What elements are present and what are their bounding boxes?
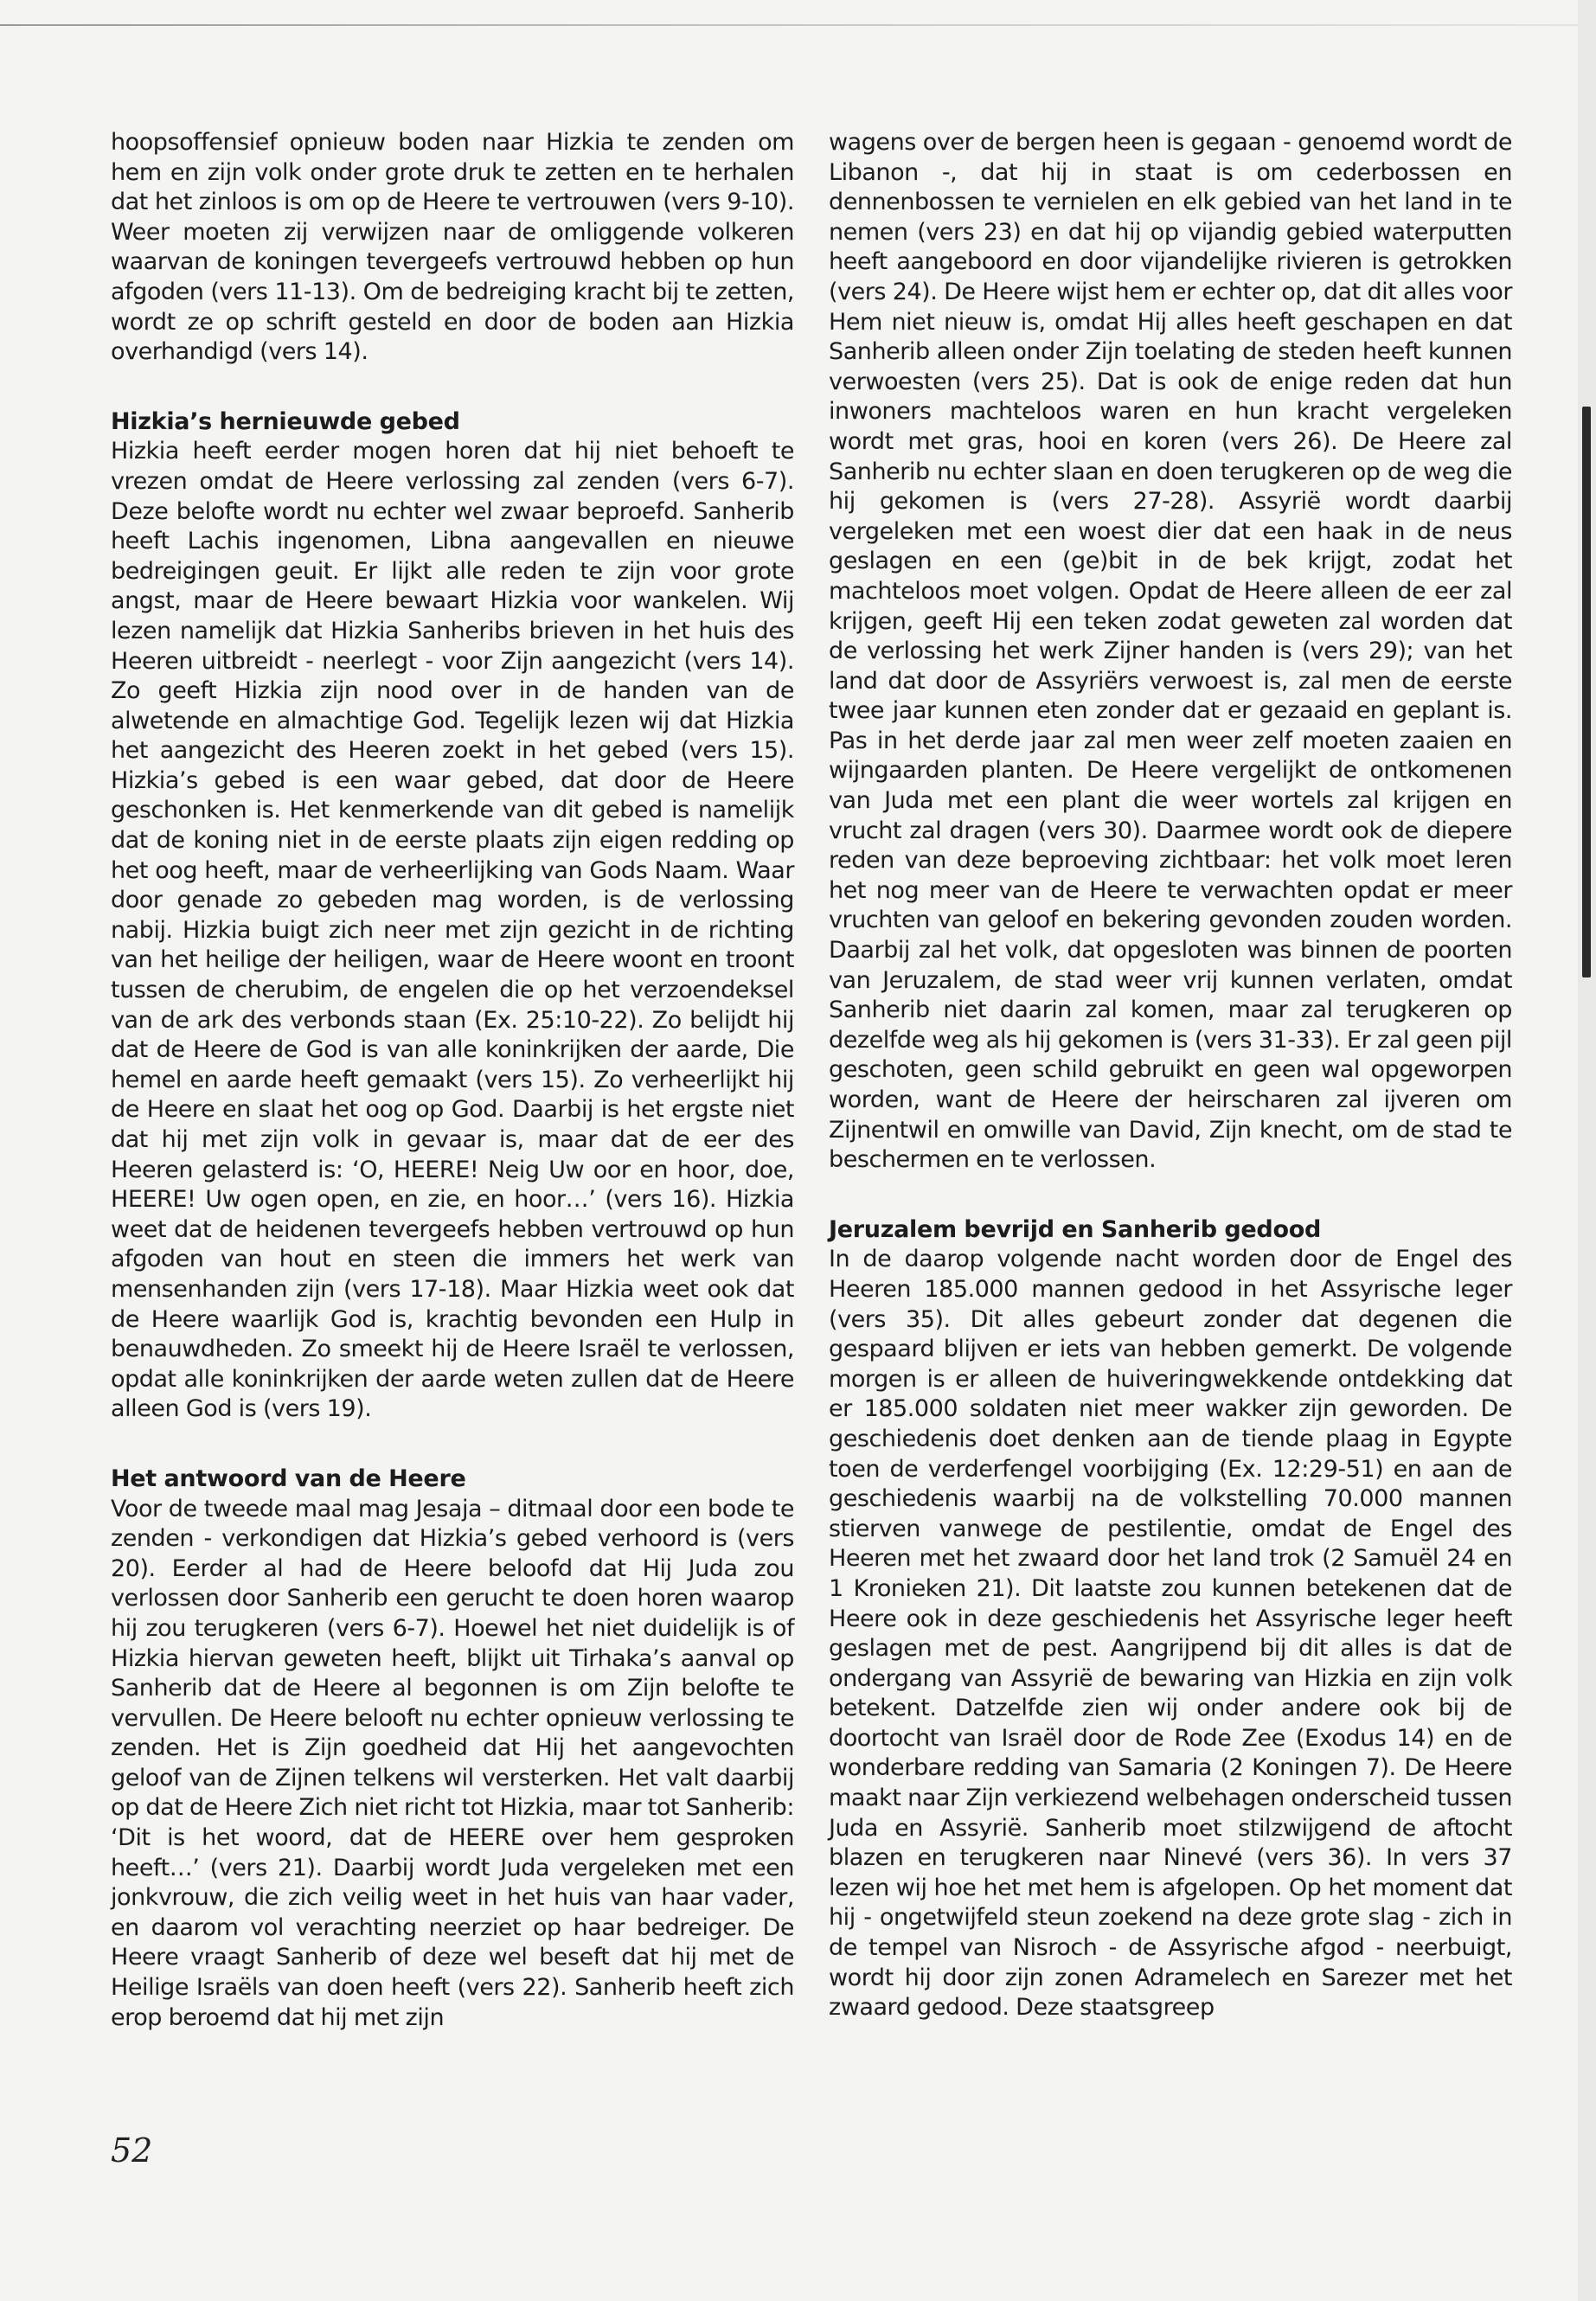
right-column: [829, 128, 1512, 2023]
left-paragraph-3: Voor de tweede maal mag Jesaja – ditmaal door een bode te zenden - verkondigen dat Hizkia’s gebed verhoord is (vers 20). Eerder al had de Heere beloofd dat Hij Juda zou verlossen door Sanherib een gerucht te doen horen waarop hij zou terugkeren (vers 6-7). Hoewel het niet duidelijk is of Hizkia hiervan geweten heeft, blijkt uit Tirhaka’s aanval op Sanherib dat de Heere al begonnen is om Zijn belofte te vervullen. De Heere belooft nu echter opnieuw verlossing te zenden. Het is Zijn goedheid dat Hij het aangevochten geloof van de Zijnen telkens wil versterken. Het valt daarbij op dat de Heere Zich niet richt tot Hizkia, maar tot Sanherib: ‘Dit is het woord, dat de HEERE over hem gesproken heeft…’ (vers 21). Daarbij wordt Juda vergeleken met een jonkvrouw, die zich veilig weet in het huis van haar vader, en daarom vol verachting neerziet op haar bedreiger. De Heere vraagt Sanherib of deze wel beseft dat hij met de Heilige Israëls van doen heeft (vers 22). Sanherib heeft zich erop beroemd dat hij met zijn: [111, 1495, 794, 2031]
heading-jeruzalem-bevrijd: Jeruzalem bevrijd en Sanherib gedood: [829, 1215, 1321, 1243]
right-paragraph-1: wagens over de bergen heen is gegaan - genoemd wordt de Libanon -, dat hij in staat is om cederbossen en dennenbossen te vernielen en elk gebied van het land in te nemen (vers 23) en dat hij op vijandig gebied waterputten heeft aangeboord en door vijandelijke rivieren is getrokken (vers 24). De Heere wijst hem er echter op, dat dit alles voor Hem niet nieuw is, omdat Hij alles heeft geschapen en dat Sanherib alleen onder Zijn toelating de steden heeft kunnen verwoesten (vers 25). Dat is ook de enige reden dat hun inwoners machteloos waren en hun kracht vergeleken wordt met gras, hooi en koren (vers 26). De Heere zal Sanherib nu echter slaan en doen terugkeren op de weg die hij gekomen is (vers 27-28). Assyrië wordt daarbij vergeleken met een woest dier dat een haak in de neus geslagen en een (ge)bit in de bek krijgt, zodat het machteloos moet volgen. Opdat de Heere alleen de eer zal krijgen, geeft Hij een teken zodat geweten zal worden dat de verlossing het werk Zijner handen is (vers 29); van het land dat door de Assyriërs verwoest is, zal men de eerste twee jaar kunnen eten zonder dat er gezaaid en geplant is. Pas in het derde jaar zal men weer zelf moeten zaaien en wijngaarden planten. De Heere vergelijkt de ontkomenen van Juda met een plant die weer wortels zal krijgen en vrucht zal dragen (vers 30). Daarmee wordt ook de diepere reden van deze beproeving zichtbaar: het volk moet leren het nog meer van de Heere te verwachten opdat er meer vruchten van geloof en bekering gevonden zouden worden. Daarbij zal het volk, dat opgesloten was binnen de poorten van Jeruzalem, de stad weer vrij kunnen verlaten, omdat Sanherib niet daarin zal komen, maar zal terugkeren op dezelfde weg als hij gekomen is (vers 31-33). Er zal geen pijl geschoten, geen schild gebruikt en geen wal opgeworpen worden, want de Heere der heirscharen zal ijveren om Zijnentwil en omwille van David, Zijn knecht, om de stad te beschermen en te verlossen.: [829, 129, 1512, 1174]
page-top-edge: [0, 24, 1596, 26]
scan-edge: [1578, 0, 1596, 2301]
scan-edge-mark: [1582, 407, 1591, 977]
heading-het-antwoord-van-de-heere: Het antwoord van de Heere: [111, 1465, 466, 1492]
left-paragraph-2: Hizkia heeft eerder mogen horen dat hij niet behoeft te vrezen omdat de Heere verlossing zal zenden (vers 6-7). Deze belofte wordt nu echter wel zwaar beproefd. Sanherib heeft Lachis ingenomen, Libna aangevallen en nieuwe bedreigingen geuit. Er lijkt alle reden te zijn voor grote angst, maar de Heere bewaart Hizkia voor wankelen. Wij lezen namelijk dat Hizkia Sanheribs brieven in het huis des Heeren uitbreidt - neerlegt - voor Zijn aangezicht (vers 14). Zo geeft Hizkia zijn nood over in de handen van de alwetende en almachtige God. Tegelijk lezen wij dat Hizkia het aangezicht des Heeren zoekt in het gebed (vers 15). Hizkia’s gebed is een waar gebed, dat door de Heere geschonken is. Het kenmerkende van dit gebed is namelijk dat de koning niet in de eerste plaats zijn eigen redding op het oog heeft, maar de verheerlijking van Gods Naam. Waar door genade zo gebeden mag worden, is de verlossing nabij. Hizkia buigt zich neer met zijn gezicht in de richting van het heilige der heiligen, waar de Heere woont en troont tussen de cherubim, de engelen die op het verzoendeksel van de ark des verbonds staan (Ex. 25:10-22). Zo belijdt hij dat de Heere de God is van alle koninkrijken der aarde, Die hemel en aarde heeft gemaakt (vers 15). Zo verheerlijkt hij de Heere en slaat het oog op God. Daarbij is het ergste niet dat hij met zijn volk in gevaar is, maar dat de eer des Heeren gelasterd is: ‘O, HEERE! Neig Uw oor en hoor, doe, HEERE! Uw ogen open, en zie, en hoor…’ (vers 16). Hizkia weet dat de heidenen tevergeefs hebben vertrouwd op hun afgoden van hout en steen die immers het werk van mensenhanden zijn (vers 17-18). Maar Hizkia weet ook dat de Heere waarlijk God is, krachtig bevonden een Hulp in benauwdheden. Zo smeekt hij de Heere Israël te verlossen, opdat alle koninkrijken der aarde weten zullen dat de Heere alleen God is (vers 19).: [111, 438, 794, 1423]
heading-hizkias-hernieuwde-gebed: Hizkia’s hernieuwde gebed: [111, 407, 460, 435]
left-paragraph-1: hoopsoffensief opnieuw boden naar Hizkia te zenden om hem en zijn volk onder grote druk te zetten en te herhalen dat het zinloos is om op de Heere te vertrouwen (vers 9-10). Weer moeten zij verwijzen naar de omliggende volkeren waarvan de koningen tevergeefs vertrouwd hebben op hun afgoden (vers 11-13). Om de bedreiging kracht bij te zetten, wordt ze op schrift gesteld en door de boden aan Hizkia overhandigd (vers 14).: [111, 129, 794, 366]
left-column: [111, 128, 794, 2033]
right-paragraph-2: In de daarop volgende nacht worden door de Engel des Heeren 185.000 mannen gedood in het Assyrische leger (vers 35). Dit alles gebeurt zonder dat degenen die gespaard blijven er iets van hebben gemerkt. De volgende morgen is er alleen de huiveringwekkende ontdekking dat er 185.000 soldaten niet meer wakker zijn geworden. De geschiedenis doet denken aan de tiende plaag in Egypte toen de verderfengel voorbijging (Ex. 12:29-51) en aan de geschiedenis waarbij na de volkstelling 70.000 mannen stierven vanwege de pestilentie, omdat de Engel des Heeren met het zwaard door het land trok (2 Samuël 24 en 1 Kronieken 21). Dit laatste zou kunnen betekenen dat de Heere ook in deze geschiedenis het Assyrische leger heeft geslagen met de pest. Aangrijpend bij dit alles is dat de ondergang van Assyrië de bewaring van Hizkia en zijn volk betekent. Datzelfde zien wij onder andere ook bij de doortocht van Israël door de Rode Zee (Exodus 14) en de wonderbare redding van Samaria (2 Koningen 7). De Heere maakt naar Zijn verkiezend welbehagen onderscheid tussen Juda en Assyrië. Sanherib moet stilzwijgend de aftocht blazen en terugkeren naar Ninevé (vers 36). In vers 37 lezen wij hoe het met hem is afgelopen. Op het moment dat hij - ongetwijfeld steun zoekend na deze grote slag - zich in de tempel van Nisroch - de Assyrische afgod - neerbuigt, wordt hij door zijn zonen Adramelech en Sarezer met het zwaard gedood. Deze staatsgreep: [829, 1246, 1512, 2022]
page-number: 52: [111, 2131, 153, 2170]
